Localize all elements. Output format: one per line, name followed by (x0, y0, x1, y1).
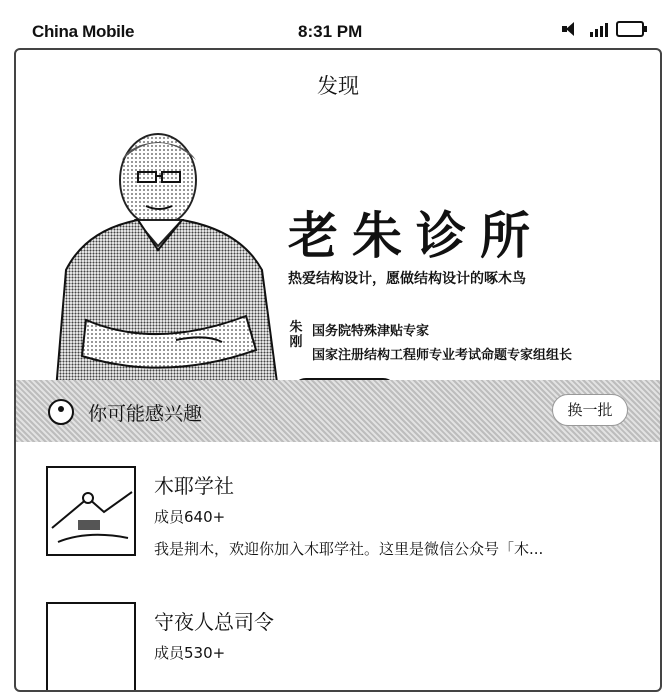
interest-icon (48, 399, 74, 425)
portrait-image (26, 120, 296, 390)
page-title: 发现 (317, 74, 359, 98)
group-list-item[interactable] (16, 466, 660, 586)
signal-icon (590, 21, 608, 37)
group-member-count: 成员640+ (154, 508, 226, 526)
group-description: 我是荆木，欢迎你加入木耶学社。这里是微信公众号「木... (154, 540, 544, 558)
vertical-name-label: 朱刚 (289, 320, 303, 350)
status-bar (0, 0, 672, 50)
banner-subtitle: 热爱结构设计，愿做结构设计的啄木鸟 (288, 271, 526, 287)
status-icons (560, 21, 644, 37)
refresh-button[interactable]: 换一批 (552, 394, 628, 426)
group-list-item[interactable] (16, 602, 660, 692)
banner-title: 老朱诊所 (288, 207, 544, 265)
credential-line-2: 国家注册结构工程师专业考试命题专家组组长 (312, 348, 573, 363)
battery-icon (616, 21, 644, 37)
speaker-icon (560, 21, 582, 37)
group-title: 木耶学社 (154, 474, 234, 498)
credential-line-1: 国务院特殊津贴专家 (312, 324, 430, 339)
status-time: 8:31 PM (298, 22, 363, 41)
group-thumbnail (46, 602, 136, 692)
promo-banner[interactable] (16, 110, 660, 390)
discover-page (14, 48, 662, 692)
group-member-count: 成员530+ (154, 644, 226, 662)
interest-label: 你可能感兴趣 (88, 403, 203, 425)
group-title: 守夜人总司令 (154, 610, 274, 634)
group-thumbnail (46, 466, 136, 556)
interest-header (16, 380, 660, 442)
carrier-name: China Mobile (32, 22, 135, 41)
